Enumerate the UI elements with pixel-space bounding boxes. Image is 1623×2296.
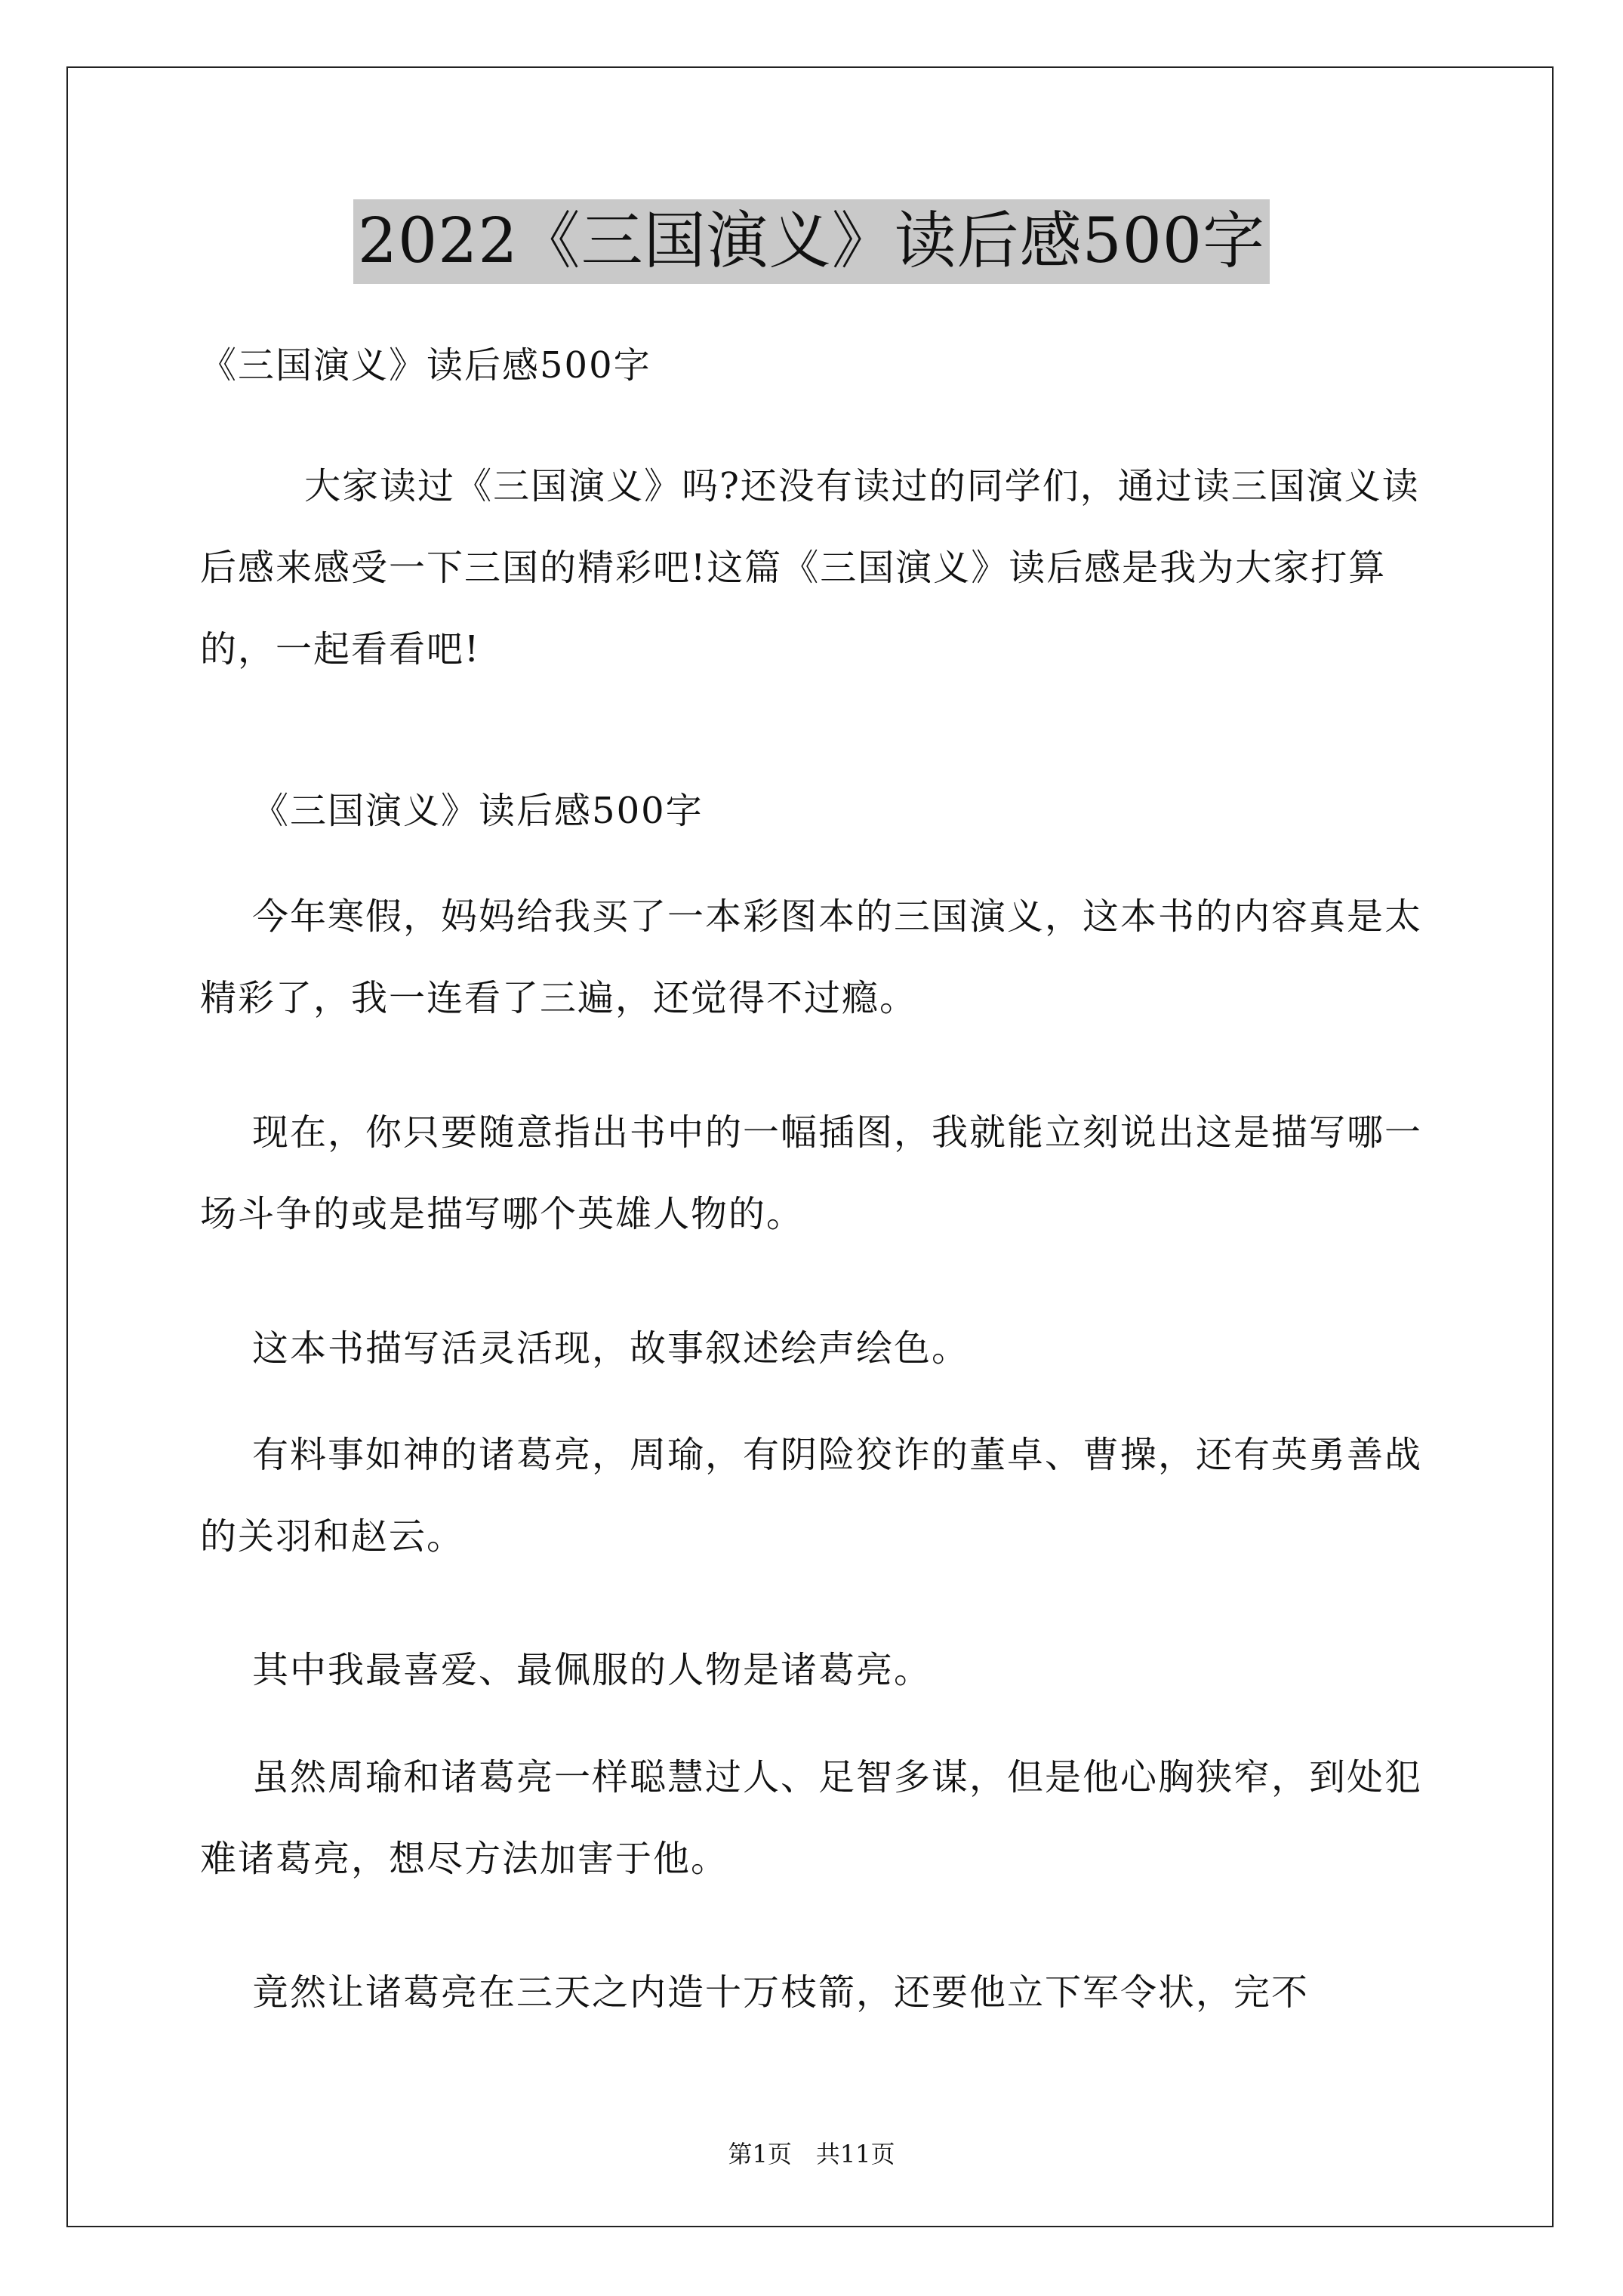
paragraph-6: 这本书描写活灵活现，故事叙述绘声绘色。 (200, 1327, 970, 1370)
paragraph-10: 竟然让诸葛亮在三天之内造十万枝箭，还要他立下军令状，完不 (200, 1971, 1310, 2014)
title-container (0, 199, 1623, 284)
page-footer: 第1页 共11页 (728, 2140, 895, 2168)
paragraph-8: 其中我最喜爱、最佩服的人物是诸葛亮。 (200, 1649, 932, 1691)
paragraph-7: 有料事如神的诸葛亮，周瑜，有阴险狡诈的董卓、曹操，还有英勇善战的关羽和赵云。 (200, 1434, 1423, 1558)
paragraph-9: 虽然周瑜和诸葛亮一样聪慧过人、足智多谋，但是他心胸狭窄，到处犯难诸葛亮，想尽方法加害于他。 (200, 1756, 1423, 1880)
paragraph-1: 《三国演义》读后感500字 (200, 344, 651, 387)
paragraph-2: 大家读过《三国演义》吗?还没有读过的同学们，通过读三国演义读后感来感受一下三国的精彩吧!这篇《三国演义》读后感是我为大家打算的，一起看看吧! (200, 465, 1420, 670)
document-title: 2022《三国演义》读后感500字 (353, 199, 1270, 284)
paragraph-4: 今年寒假，妈妈给我买了一本彩图本的三国演义，这本书的内容真是太精彩了，我一连看了三遍，还觉得不过瘾。 (200, 895, 1423, 1019)
paragraph-3: 《三国演义》读后感500字 (200, 790, 704, 832)
paragraph-5: 现在，你只要随意指出书中的一幅插图，我就能立刻说出这是描写哪一场斗争的或是描写哪个英雄人物的。 (200, 1111, 1423, 1235)
